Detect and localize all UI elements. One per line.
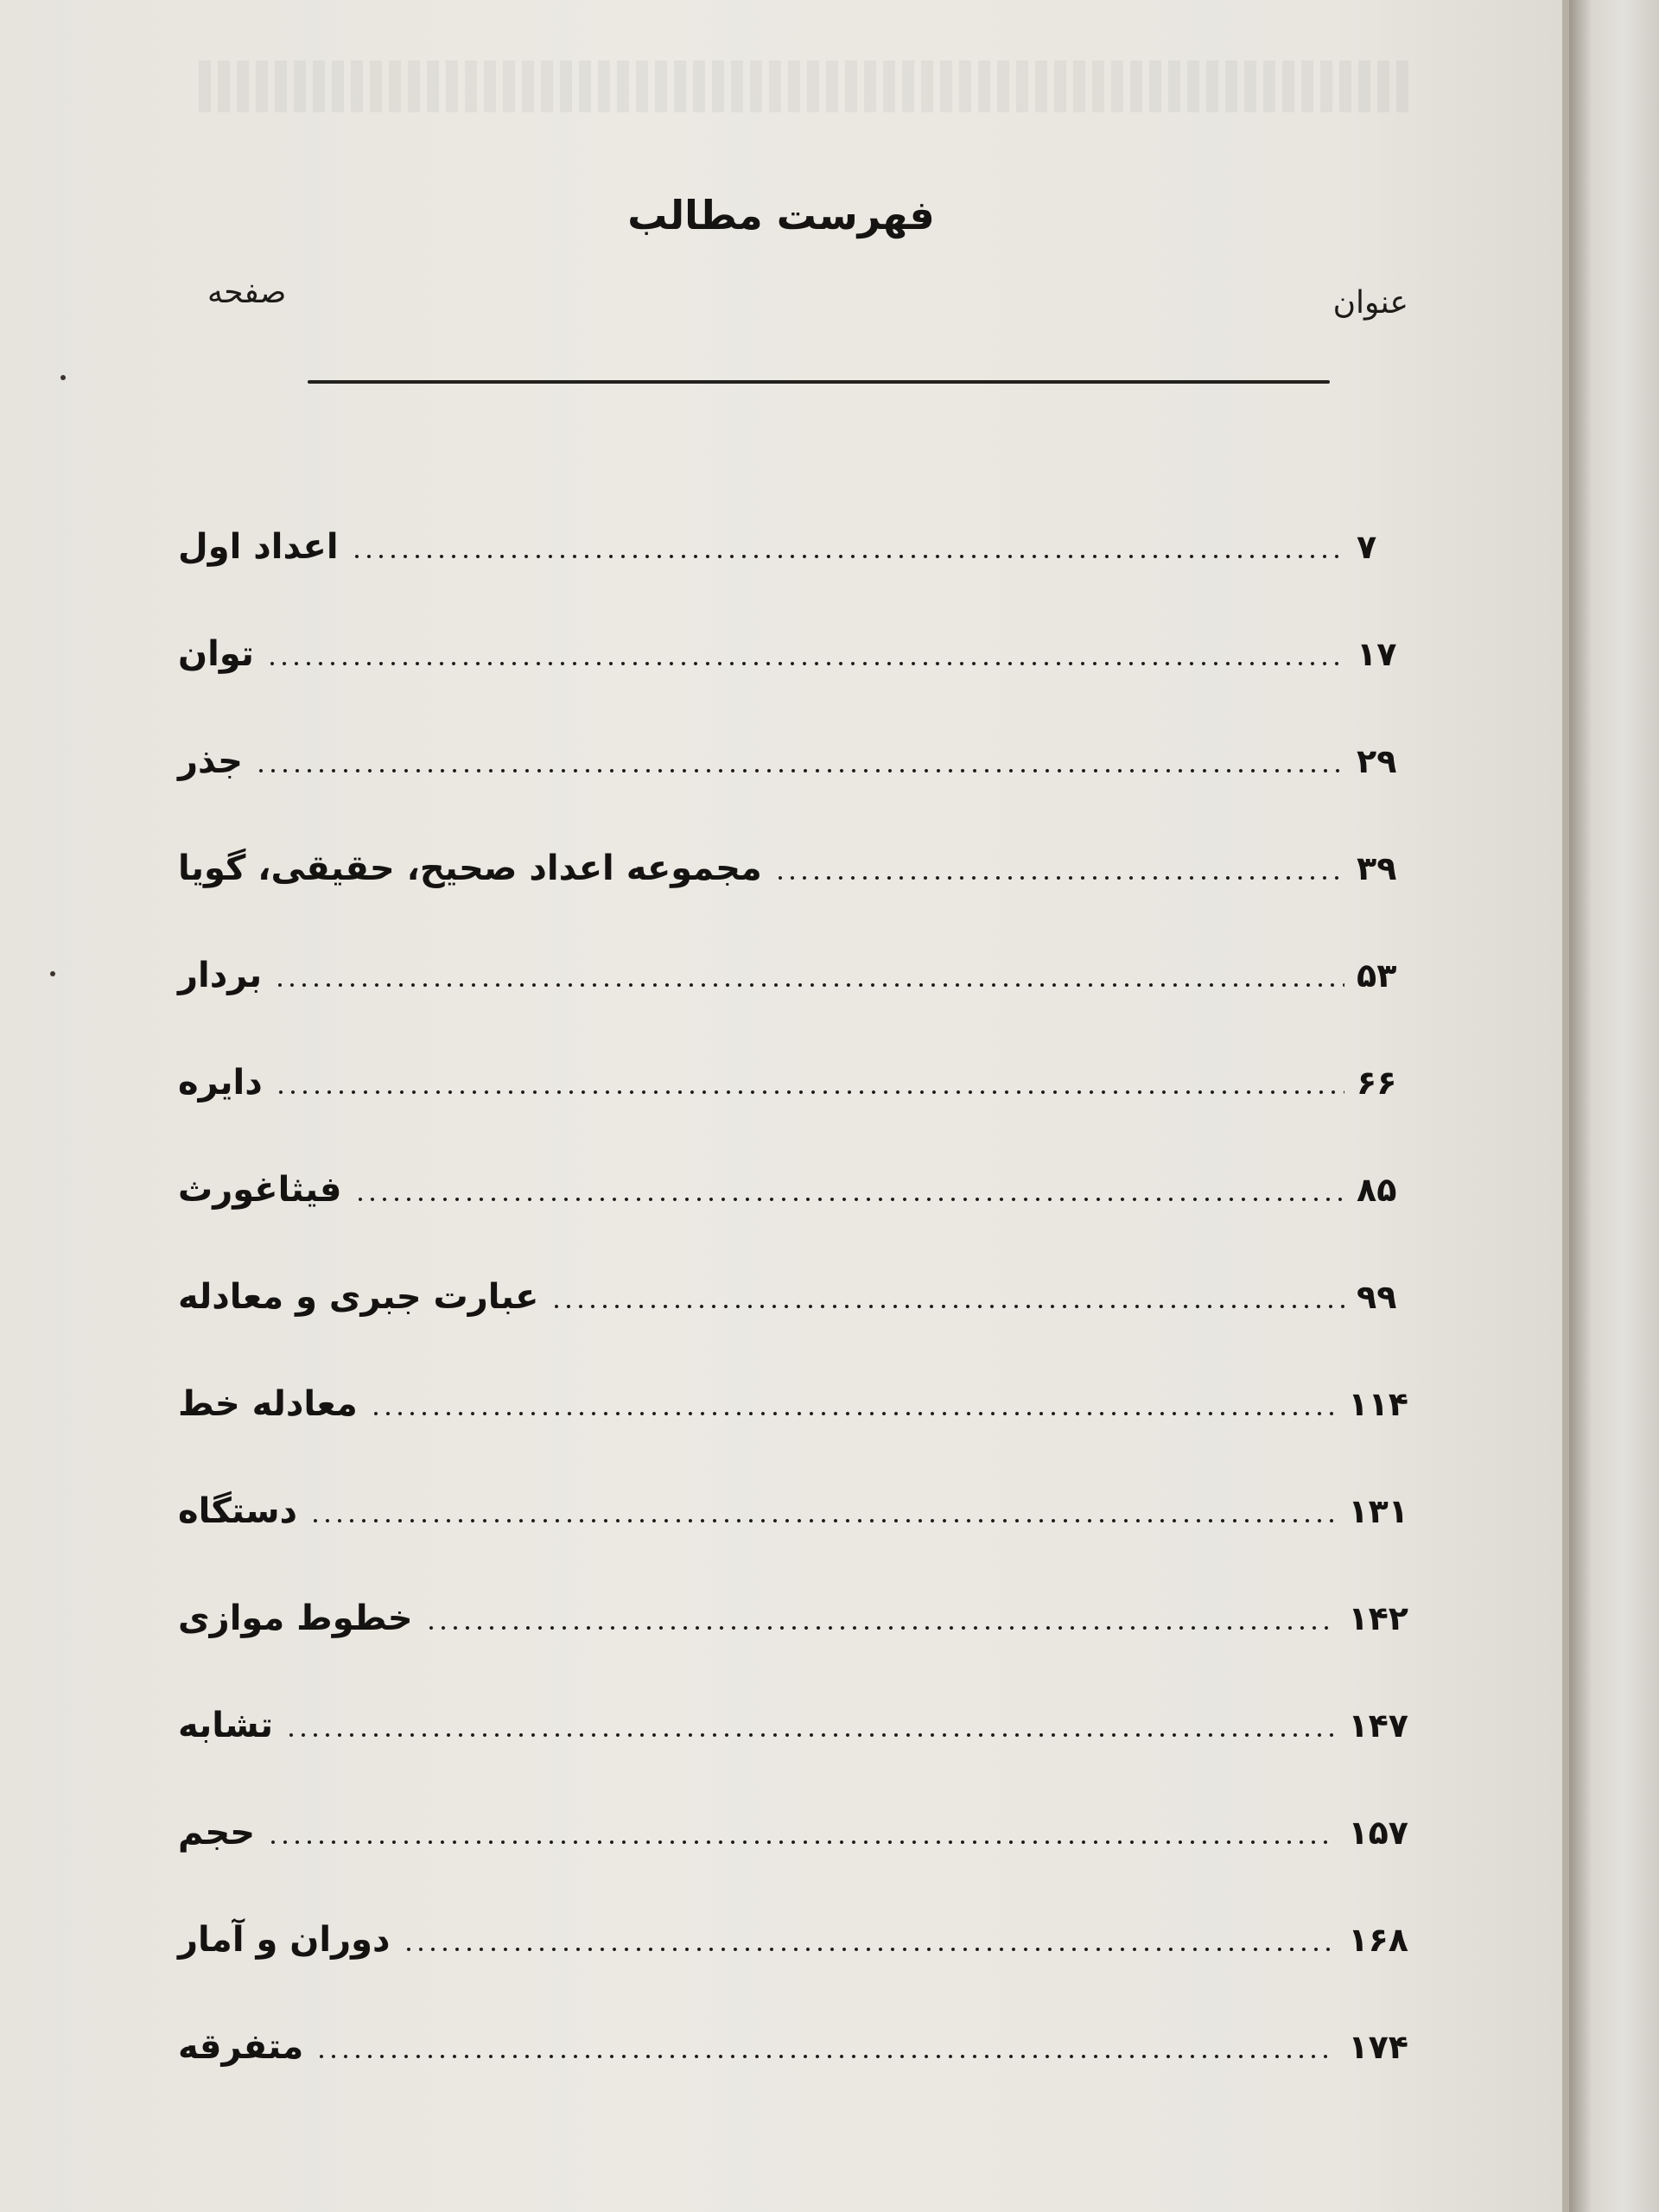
toc-row — [178, 1993, 1408, 2101]
toc-entry-page: ۶۶ — [1357, 1064, 1397, 1102]
toc-entry-title: تشابه — [178, 1706, 274, 1745]
toc-row — [178, 1565, 1408, 1672]
toc-entry-title: عبارت جبری و معادله — [178, 1277, 539, 1317]
toc-entry-title: خطوط موازی — [178, 1599, 413, 1638]
dot-leader — [285, 1733, 1336, 1737]
book-spine — [1569, 0, 1659, 2212]
dot-leader — [266, 662, 1344, 665]
toc-row — [178, 1351, 1408, 1458]
dot-leader — [274, 983, 1344, 987]
ink-speck — [60, 375, 66, 380]
toc-row — [178, 1136, 1408, 1243]
page-edge — [1562, 0, 1569, 2212]
print-bleed-through — [199, 60, 1408, 112]
toc-entry-page: ۱۶۸ — [1348, 1921, 1408, 1959]
dot-leader — [255, 769, 1344, 772]
toc-row — [178, 1672, 1408, 1779]
toc-entry-page: ۸۵ — [1357, 1171, 1397, 1209]
toc-entry-title: فیثاغورث — [178, 1170, 342, 1210]
toc-entry-page: ۱۴۷ — [1348, 1707, 1408, 1745]
column-header-page: صفحه — [207, 275, 287, 310]
toc-row — [178, 1886, 1408, 1993]
toc-entry-title: توان — [178, 634, 254, 674]
toc-entry-page: ۳۹ — [1357, 849, 1397, 887]
toc-row — [178, 708, 1408, 815]
toc-heading: فهرست مطالب — [627, 192, 935, 238]
toc-entry-title: متفرقه — [178, 2027, 304, 2067]
toc-entry-title: جذر — [178, 741, 243, 781]
dot-leader — [354, 1198, 1345, 1201]
toc-row — [178, 493, 1408, 601]
dot-leader — [275, 1090, 1344, 1094]
toc-entry-page: ۵۳ — [1357, 957, 1397, 995]
dot-leader — [309, 1519, 1336, 1522]
toc-entry-page: ۹۹ — [1357, 1278, 1397, 1316]
ink-speck — [50, 971, 55, 976]
toc-entry-title: حجم — [178, 1813, 256, 1853]
toc-entry-title: مجموعه اعداد صحیح، حقیقی، گویا — [178, 849, 762, 888]
toc-row — [178, 1779, 1408, 1886]
toc-entry-title: اعداد اول — [178, 527, 339, 567]
toc-row — [178, 1029, 1408, 1136]
dot-leader — [351, 555, 1344, 558]
header-divider — [308, 380, 1330, 384]
toc-entry-title: بردار — [178, 956, 263, 995]
dot-leader — [550, 1305, 1344, 1308]
toc-row — [178, 815, 1408, 922]
toc-row — [178, 922, 1408, 1029]
toc-row — [178, 1458, 1408, 1565]
toc-entry-page: ۱۷ — [1357, 635, 1397, 673]
toc-row — [178, 1243, 1408, 1351]
toc-entry-title: دستگاه — [178, 1491, 298, 1531]
toc-entry-page: ۷ — [1357, 528, 1377, 566]
column-header-title: عنوان — [1332, 285, 1408, 321]
dot-leader — [267, 1840, 1336, 1844]
dot-leader — [403, 1948, 1337, 1951]
toc-entry-title: دوران و آمار — [178, 1920, 391, 1960]
dot-leader — [315, 2055, 1336, 2058]
toc-row — [178, 601, 1408, 708]
dot-leader — [774, 876, 1344, 880]
toc-entry-page: ۱۳۱ — [1348, 1492, 1408, 1530]
dot-leader — [425, 1626, 1337, 1630]
toc-entry-page: ۱۱۴ — [1348, 1385, 1408, 1423]
toc-entry-page: ۱۴۲ — [1348, 1599, 1408, 1637]
toc-entry-title: معادله خط — [178, 1384, 358, 1424]
toc-entry-page: ۱۷۴ — [1348, 2028, 1408, 2066]
toc-list — [178, 493, 1408, 2101]
toc-entry-title: دایره — [178, 1063, 263, 1103]
toc-entry-page: ۲۹ — [1357, 742, 1397, 780]
toc-entry-page: ۱۵۷ — [1348, 1814, 1408, 1852]
dot-leader — [370, 1412, 1337, 1415]
